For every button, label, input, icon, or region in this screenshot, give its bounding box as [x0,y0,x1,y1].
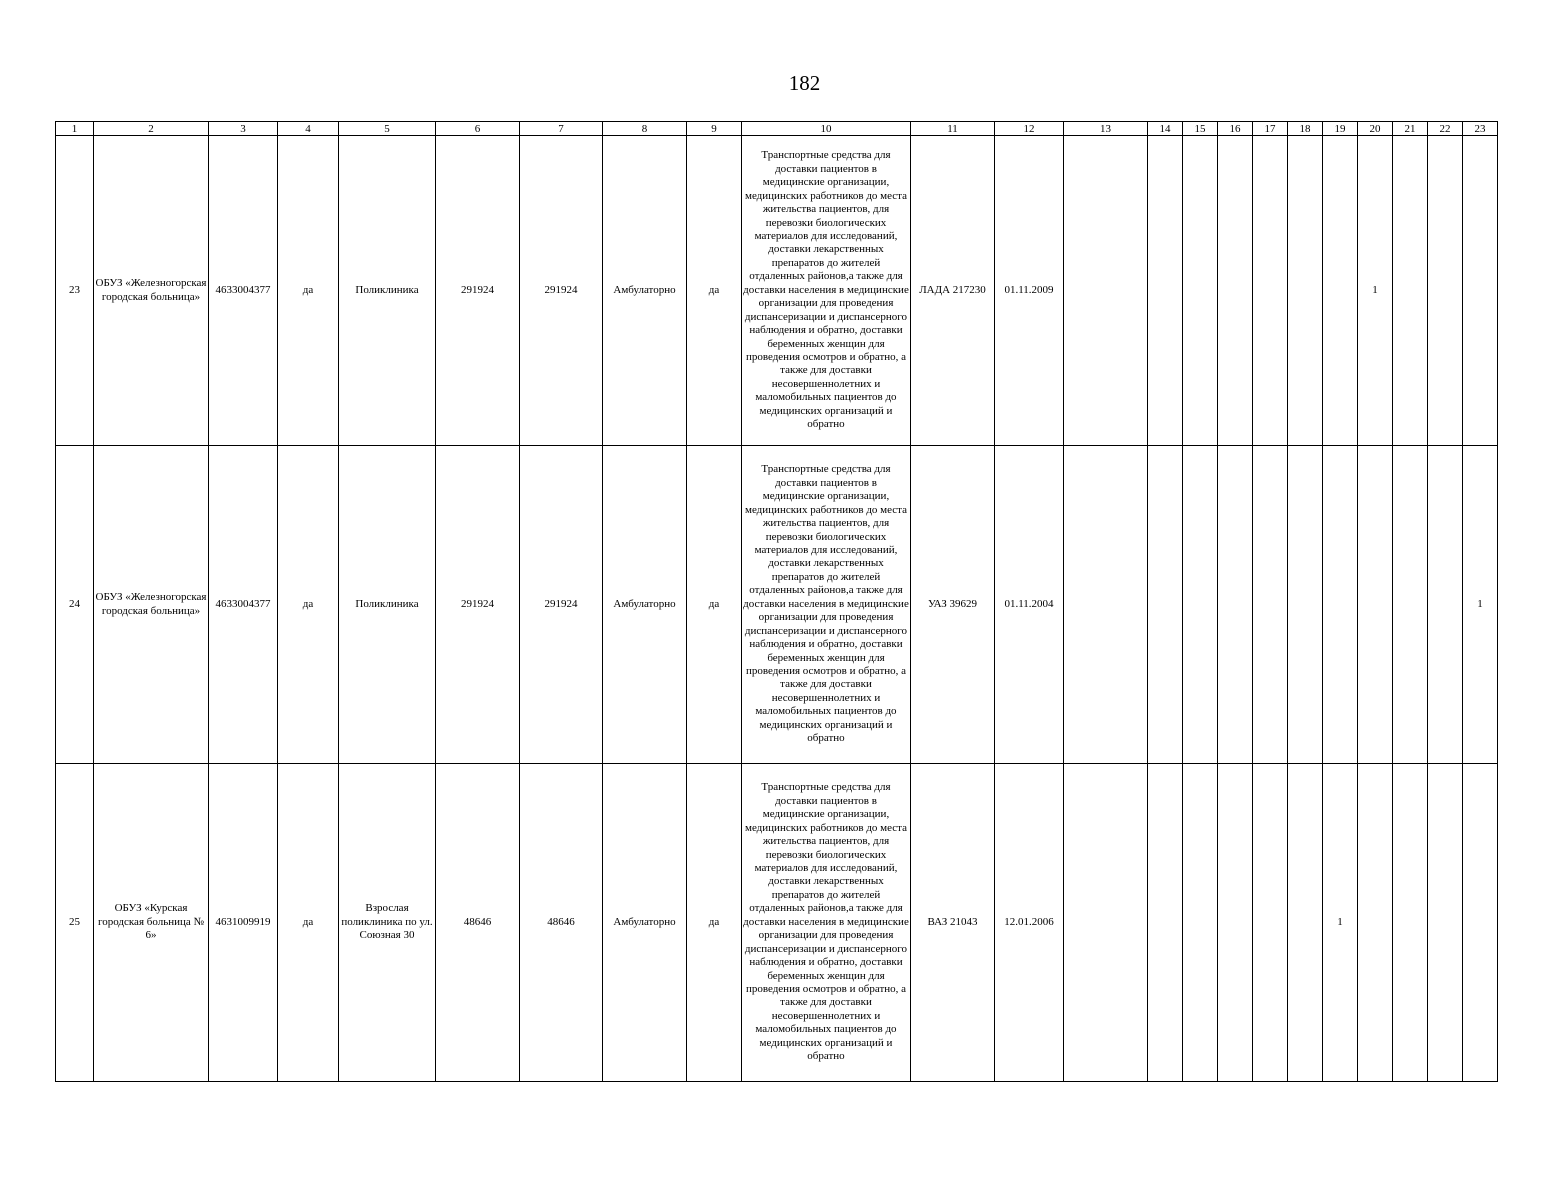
column-header: 3 [209,122,278,136]
cell-col-13 [1064,764,1148,1082]
cell-col-4: да [278,764,339,1082]
vehicle-model-cell: ЛАДА 217230 [911,136,995,446]
cell-col-16 [1218,764,1253,1082]
column-header: 13 [1064,122,1148,136]
cell-col-21 [1393,764,1428,1082]
cell-col-7: 291924 [520,446,603,764]
column-header: 22 [1428,122,1463,136]
column-number-row [56,122,1498,136]
cell-col-15 [1183,764,1218,1082]
page-number: 182 [788,71,821,95]
table-row [56,764,1498,1082]
care-type-cell: Амбулаторно [603,764,687,1082]
column-header: 14 [1148,122,1183,136]
column-header: 9 [687,122,742,136]
cell-col-7: 48646 [520,764,603,1082]
cell-col-13 [1064,446,1148,764]
cell-col-21 [1393,136,1428,446]
cell-col-19: 1 [1323,764,1358,1082]
cell-col-6: 291924 [436,446,520,764]
column-header: 20 [1358,122,1393,136]
care-type-cell: Амбулаторно [603,446,687,764]
column-header: 6 [436,122,520,136]
organization-cell: ОБУЗ «Курская городская больница № 6» [94,764,209,1082]
organization-cell: ОБУЗ «Железногорская городская больница» [94,136,209,446]
organization-cell: ОБУЗ «Железногорская городская больница» [94,446,209,764]
cell-col-18 [1288,446,1323,764]
inn-cell: 4631009919 [209,764,278,1082]
date-cell: 01.11.2004 [995,446,1064,764]
cell-col-20: 1 [1358,136,1393,446]
cell-col-9: да [687,446,742,764]
cell-col-19 [1323,136,1358,446]
inn-cell: 4633004377 [209,136,278,446]
cell-col-23 [1463,764,1498,1082]
column-header: 10 [742,122,911,136]
column-header: 2 [94,122,209,136]
cell-col-16 [1218,136,1253,446]
vehicle-model-cell: УАЗ 39629 [911,446,995,764]
column-header: 5 [339,122,436,136]
vehicle-model-cell: ВАЗ 21043 [911,764,995,1082]
cell-col-23 [1463,136,1498,446]
column-header: 19 [1323,122,1358,136]
date-cell: 12.01.2006 [995,764,1064,1082]
cell-col-22 [1428,446,1463,764]
cell-col-20 [1358,764,1393,1082]
purpose-cell: Транспортные средства для доставки пациентов в медицинские организации, медицинских работников до места жительства пациентов, для перевозки биологических материалов для исследований, доставки лекарственных препаратов до жителей отдаленных районов,а также для доставки населения в медицинские организации для проведения диспансеризации и диспансерного наблюдения и обратно, доставки беременных женщин для проведения осмотров и обратно, а также для доставки несовершеннолетних и маломобильных пациентов до медицинских организаций и обратно [742,136,911,446]
cell-col-6: 291924 [436,136,520,446]
column-header: 17 [1253,122,1288,136]
date-cell: 01.11.2009 [995,136,1064,446]
cell-col-14 [1148,764,1183,1082]
cell-col-17 [1253,136,1288,446]
column-header: 15 [1183,122,1218,136]
cell-col-20 [1358,446,1393,764]
cell-col-7: 291924 [520,136,603,446]
unit-cell: Поликлиника [339,136,436,446]
purpose-cell: Транспортные средства для доставки пациентов в медицинские организации, медицинских работников до места жительства пациентов, для перевозки биологических материалов для исследований, доставки лекарственных препаратов до жителей отдаленных районов,а также для доставки населения в медицинские организации для проведения диспансеризации и диспансерного наблюдения и обратно, доставки беременных женщин для проведения осмотров и обратно, а также для доставки несовершеннолетних и маломобильных пациентов до медицинских организаций и обратно [742,446,911,764]
cell-col-22 [1428,764,1463,1082]
column-header: 16 [1218,122,1253,136]
cell-col-16 [1218,446,1253,764]
cell-col-18 [1288,136,1323,446]
cell-col-18 [1288,764,1323,1082]
cell-col-9: да [687,136,742,446]
cell-col-22 [1428,136,1463,446]
cell-col-9: да [687,764,742,1082]
cell-col-6: 48646 [436,764,520,1082]
column-header: 11 [911,122,995,136]
cell-col-13 [1064,136,1148,446]
care-type-cell: Амбулаторно [603,136,687,446]
purpose-cell: Транспортные средства для доставки пациентов в медицинские организации, медицинских работников до места жительства пациентов, для перевозки биологических материалов для исследований, доставки лекарственных препаратов до жителей отдаленных районов,а также для доставки населения в медицинские организации для проведения диспансеризации и диспансерного наблюдения и обратно, доставки беременных женщин для проведения осмотров и обратно, а также для доставки несовершеннолетних и маломобильных пациентов до медицинских организаций и обратно [742,764,911,1082]
column-header: 8 [603,122,687,136]
unit-cell: Взрослая поликлиника по ул. Союзная 30 [339,764,436,1082]
cell-col-21 [1393,446,1428,764]
column-header: 7 [520,122,603,136]
row-number-cell: 23 [56,136,94,446]
cell-col-17 [1253,446,1288,764]
cell-col-4: да [278,446,339,764]
column-header: 23 [1463,122,1498,136]
cell-col-4: да [278,136,339,446]
column-header: 21 [1393,122,1428,136]
column-header: 18 [1288,122,1323,136]
cell-col-17 [1253,764,1288,1082]
cell-col-15 [1183,136,1218,446]
column-header: 4 [278,122,339,136]
cell-col-15 [1183,446,1218,764]
cell-col-14 [1148,446,1183,764]
row-number-cell: 25 [56,764,94,1082]
column-header: 1 [56,122,94,136]
cell-col-19 [1323,446,1358,764]
inn-cell: 4633004377 [209,446,278,764]
unit-cell: Поликлиника [339,446,436,764]
table-row [56,446,1498,764]
row-number-cell: 24 [56,446,94,764]
cell-col-14 [1148,136,1183,446]
cell-col-23: 1 [1463,446,1498,764]
vehicle-registry-table [55,121,1498,1082]
table-row [56,136,1498,446]
column-header: 12 [995,122,1064,136]
